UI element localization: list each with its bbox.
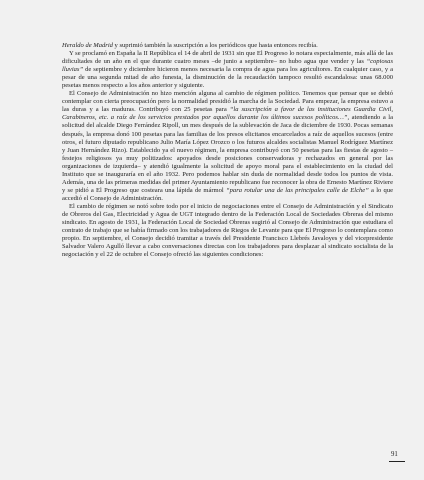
- text-run: y suprimió también la suscripción a los periódicos que hasta entonces recibía.: [112, 42, 318, 49]
- text-run: , atendiendo a la solicitud del alcalde Diego Ferrández Ripoll, un mes después de la sublevación de Jaca de diciembre de 1930. Pocas semanas después, la empresa donó 100 pesetas para las familias de los presos elicitanos encarcelados a raíz de aquellos sucesos (entre otros, el futuro diputado republicano Julio María López Orozco o los futuros alcaldes socialistas Manuel Rodríguez Martínez y Juan Hernández Rizo). Establecido ya el nuevo régimen, la empresa contribuyó con 50 pesetas para las fiestas de agosto –festejos religiosos ya muy politizados: apoyados desde posiciones conservadoras y rechazados en general por las organizaciones de izquierda– y atendió igualmente la solicitud de apoyo moral para el establecimiento en la ciudad del Instituto que se inauguraría en el año 1932. Pero podemos hablar sin duda de normalidad desde todos los puntos de vista. Además, una de las primeras medidas del primer Ayuntamiento republicano fue reconocer la obra de Ernesto Martínez Riviere y se pidió a El Progreso que costeara una lápida de mármol: [62, 114, 393, 194]
- text-run: de septiembre y diciembre hicieron menos necesaria la compra de agua para los agricultores. En cualquier caso, y a pesar de una segunda mitad de año funesta, la disminución de la recaudación tampoco resultó escandalosa: unas 68.000 pesetas menos respecto a los años anterior y siguiente.: [62, 66, 393, 90]
- italic-run: Heraldo de Madrid: [62, 42, 113, 49]
- paragraph-3: [62, 90, 393, 203]
- paragraph-1: [62, 42, 393, 50]
- text-run: El Consejo de Administración no hizo mención alguna al cambio de régimen político. Tenemos que pensar que se debió contemplar con cierta preocupación pero la normalidad presidió la marcha de la Sociedad. Para empezar, la empresa estuvo a las duras y a las maduras. Contribuyó con 25 pesetas para: [62, 90, 393, 114]
- italic-run: “copiosas lluvias”: [62, 58, 393, 74]
- body-text: [62, 42, 393, 259]
- paragraph-4: [62, 203, 393, 259]
- italic-run: “para rotular una de las principales calle de Elche”: [226, 186, 369, 194]
- text-run: El cambio de régimen se notó sobre todo por el inicio de negociaciones entre el Consejo de Administración y el Sindicato de Obreros del Gas, Electricidad y Agua de UGT integrado dentro de la Federación Local de Sociedades Obreras del mismo sindicato. En agosto de 1931, la Federación Local de Sociedad Obreras sugirió al Consejo de Administración que estudiara el contrato de trabajo que se había firmado con los trabajadores de Riegos de Levante para que El Progreso lo contemplara como propio. En septiembre, el Consejo decidió tramitar a través del Presidente Francisco Llebrés Javaloyes y del vicepresidente Salvador Valero Agulló llevar a cabo conversaciones directas con los trabajadores para desplazar al sindicato socialista de la negociación y el 22 de octubre el Consejo ofreció las siguientes condiciones:: [62, 202, 393, 259]
- text-run: a lo que accedió el Consejo de Administración.: [62, 186, 393, 202]
- page-number: 91: [391, 451, 398, 458]
- italic-run: “la suscripción a favor de las instituciones Guardia Civil, Carabineros, etc. a raíz de los servicios prestados por aquellos durante los últimos sucesos políticos…”: [62, 106, 393, 122]
- text-run: Y se proclamó en España la II República el 14 de abril de 1931 sin que El Progreso lo notara especialmente, más allá de las dificultades de un año en el que durante cuatro meses –de junio a septiembre– no hubo agua que vender y las: [62, 50, 393, 66]
- paragraph-2: [62, 50, 393, 90]
- page-number-rule: [389, 461, 405, 462]
